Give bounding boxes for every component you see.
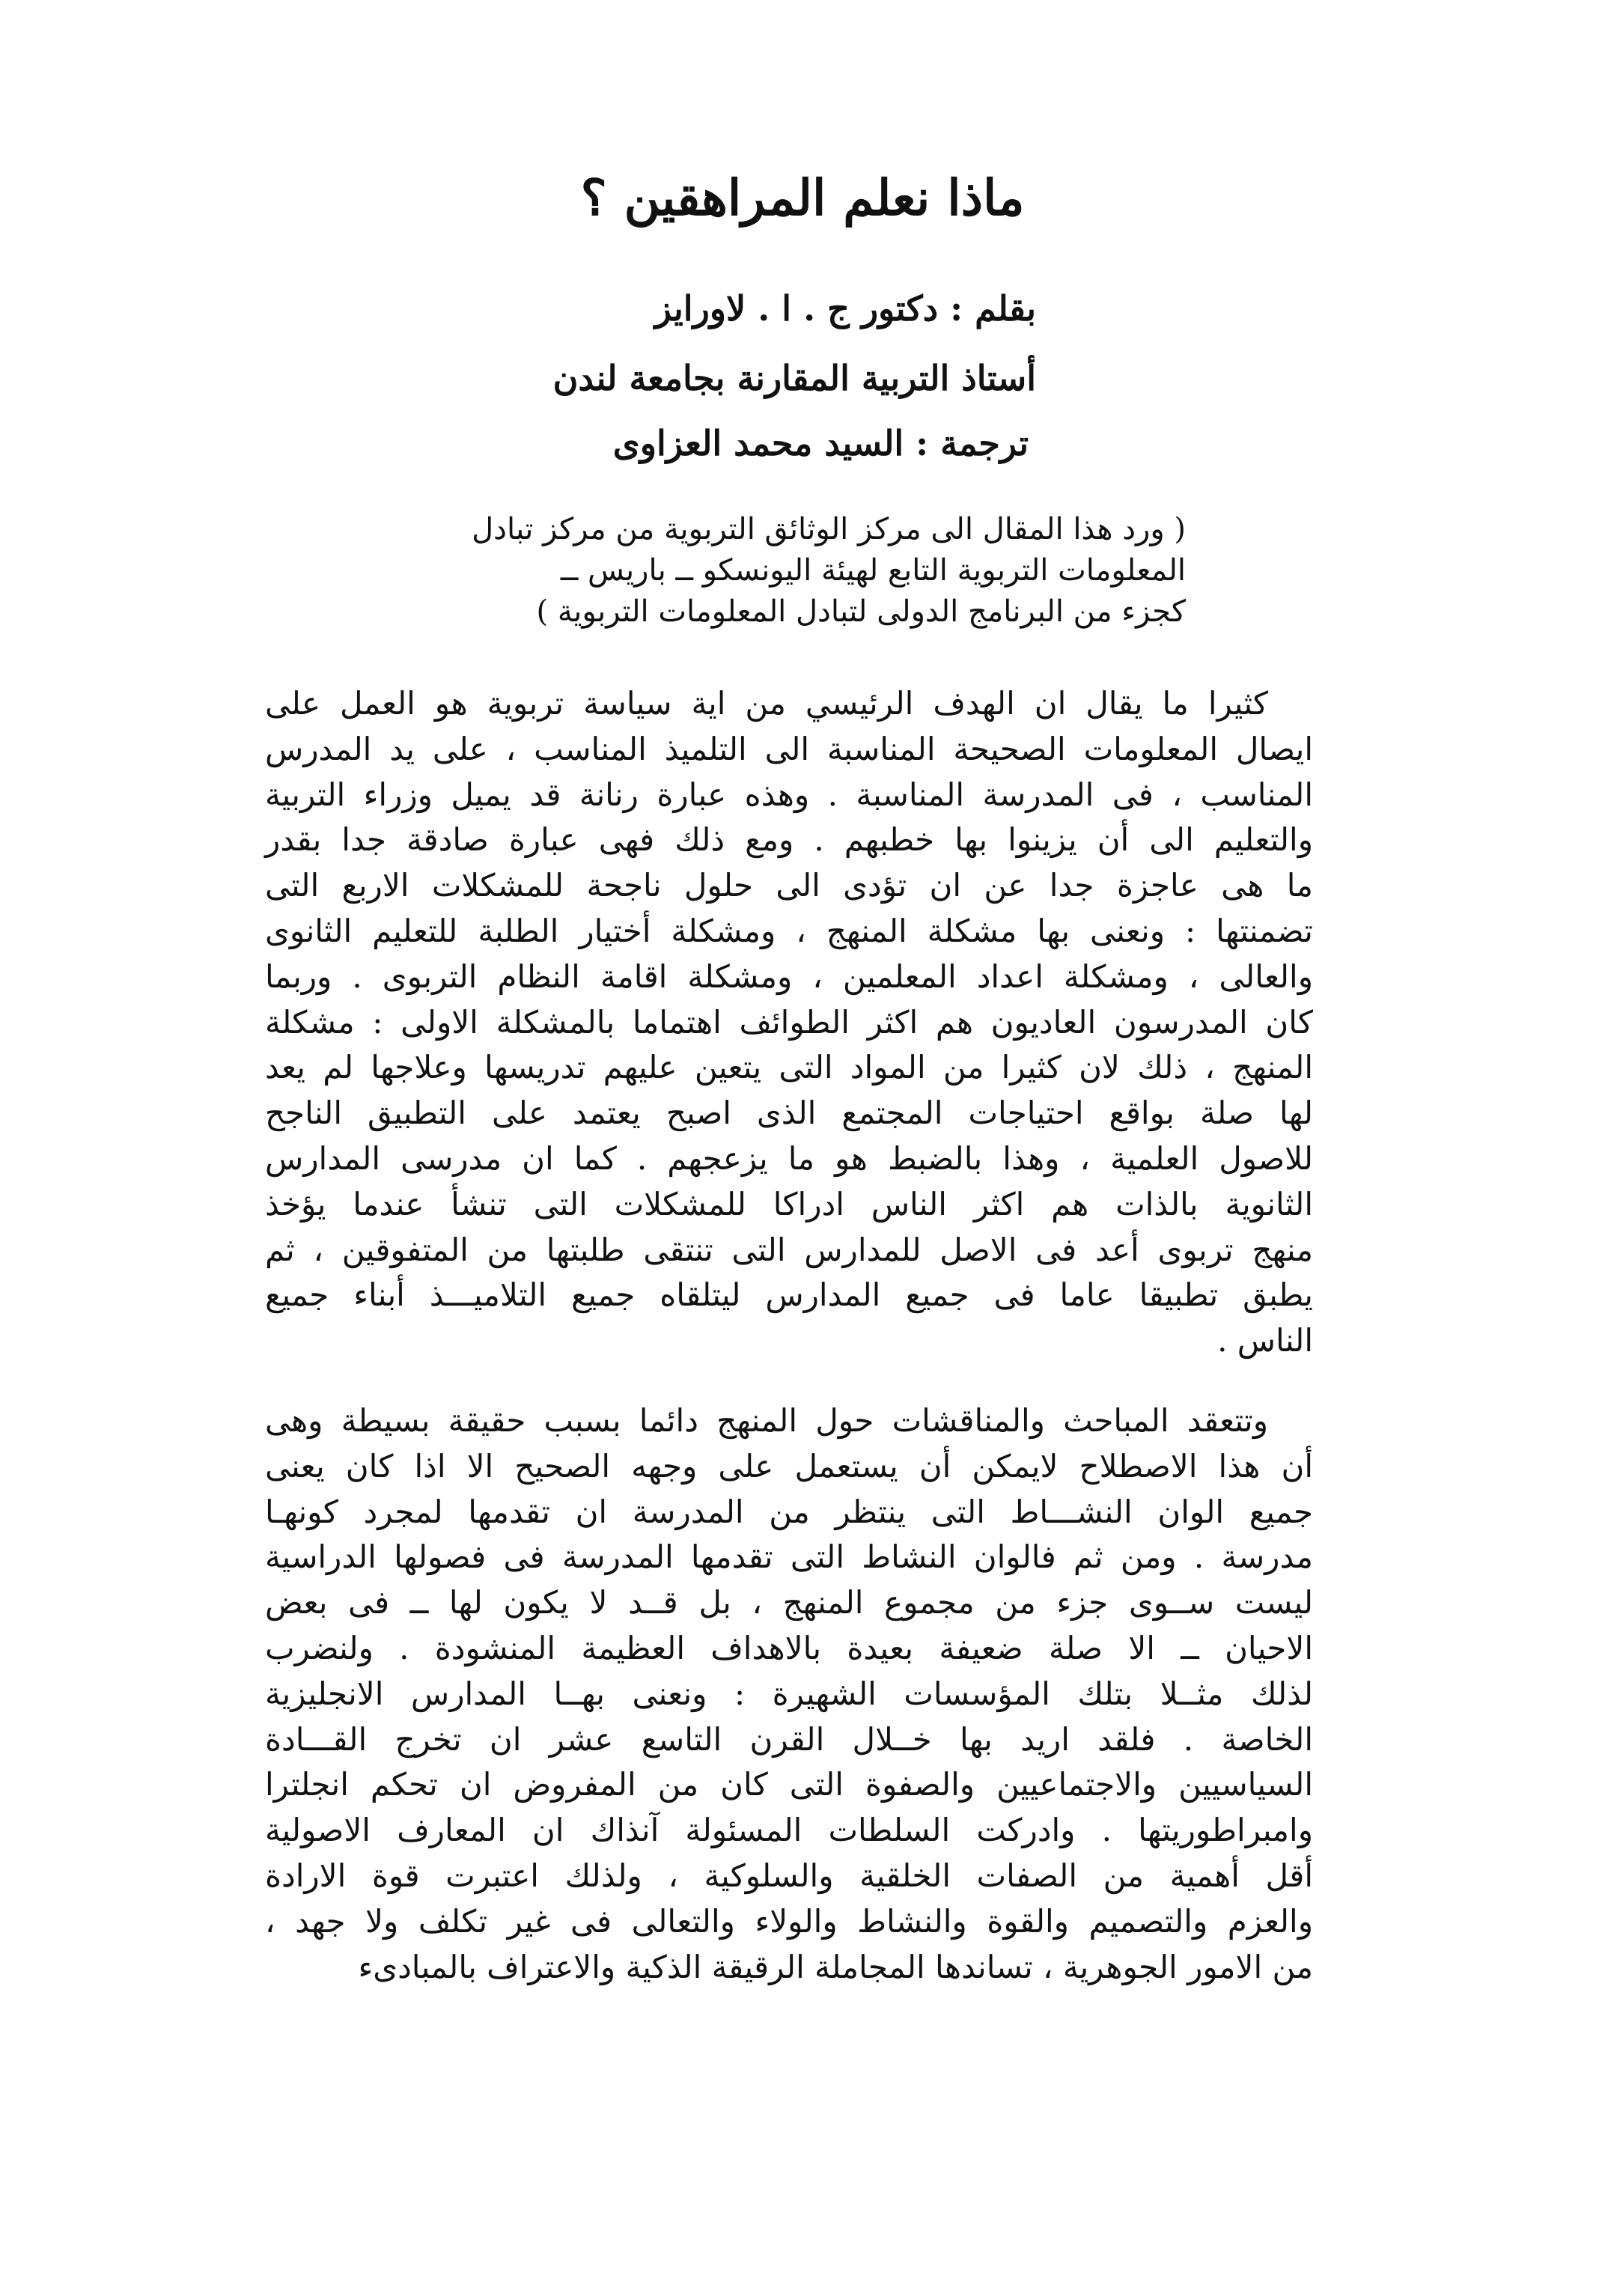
text-line: والعالى ، ومشكلة اعداد المعلمين ، ومشكلة اقامة النظام التربوى . وربما (265, 957, 1313, 995)
note-line: ( ورد هذا المقال الى مركز الوثائق التربوية من مركز تبادل (472, 512, 1186, 546)
text-line: والعزم والتصميم والقوة والنشاط والولاء والتعالى فى غير تكلف ولا جهد ، (265, 1902, 1313, 1940)
text-line: ما هى عاجزة جدا عن ان تؤدى الى حلول ناجحة للمشكلات الاربع التى (265, 867, 1313, 904)
note-line: المعلومات التربوية التابع لهيئة اليونسكو ــ باريس ــ (560, 553, 1186, 588)
text-line: وامبراطوريتها . وادركت السلطات المسئولة آنذاك ان المعارف الاصولية (265, 1812, 1313, 1849)
article-title: ماذا نعلم المراهقين ؟ (580, 168, 1025, 227)
text-line: ليست ســوى جزء من مجموع المنهج ، بل قــد لا يكون لها ــ فى بعض (265, 1584, 1313, 1621)
text-line: المنهج ، ذلك لان كثيرا من المواد التى يتعين عليهم تدريسها وعلاجها لم يعد (265, 1049, 1313, 1086)
text-line: من الامور الجوهرية ، تساندها المجاملة الرقيقة الذكية والاعتراف بالمبادىء (358, 1948, 1313, 1985)
text-line: لذلك مثــلا بتلك المؤسسات الشهيرة : ونعنى بهــا المدارس الانجليزية (265, 1675, 1313, 1712)
translator-line: ترجمة : السيد محمد العزاوى (612, 423, 1029, 463)
text-line: للاصول العلمية ، وهذا بالضبط هو ما يزعجهم . كما ان مدرسى المدارس (265, 1139, 1313, 1177)
text-line: يطبق تطبيقا عاما فى جميع المدارس ليتلقاه جميع التلاميـــذ أبناء جميع (265, 1276, 1313, 1314)
text-line: تضمنتها : ونعنى بها مشكلة المنهج ، ومشكلة أختيار الطلبة للتعليم الثانوى (265, 912, 1313, 949)
text-line: وتتعقد المباحث والمناقشات حول المنهج دائما بسبب حقيقة بسيطة وهى (265, 1401, 1268, 1439)
paragraph-1 (265, 681, 1313, 1364)
source-note (400, 509, 1186, 633)
text-line: الثانوية بالذات هم اكثر الناس ادراكا للمشكلات التى تنشأ عندما يؤخذ (265, 1185, 1313, 1222)
text-line: منهج تربوى أعد فى الاصل للمدارس التى تنتقى طلبتها من المتفوقين ، ثم (265, 1231, 1313, 1268)
text-line: لها صلة بواقع احتياجات المجتمع الذى اصبح يعتمد على التطبيق الناجح (265, 1094, 1313, 1132)
text-line: مدرسة . ومن ثم فالوان النشاط التى تقدمها المدرسة فى فصولها الدراسية (265, 1538, 1313, 1576)
text-line: أن هذا الاصطلاح لايمكن أن يستعمل على وجهه الصحيح الا اذا كان يعنى (265, 1447, 1313, 1485)
text-line: أقل أهمية من الصفات الخلقية والسلوكية ، ولذلك اعتبرت قوة الارادة (265, 1857, 1313, 1894)
text-line: الخاصة . فلقد اريد بها خــلال القرن التاسع عشر ان تخرج القـــادة (265, 1720, 1313, 1758)
text-line: كان المدرسون العاديون هم اكثر الطوائف اهتماما بالمشكلة الاولى : مشكلة (265, 1003, 1313, 1041)
text-line: الناس . (1217, 1322, 1313, 1359)
article-body (265, 681, 1313, 1990)
paragraph-2 (265, 1398, 1313, 1990)
text-line: الاحيان ــ الا صلة ضعيفة بعيدة بالاهداف العظيمة المنشودة . ولنضرب (265, 1629, 1313, 1666)
text-line: المناسب ، فى المدرسة المناسبة . وهذه عبارة رنانة قد يميل وزراء التربية (265, 776, 1313, 813)
note-line: كجزء من البرنامج الدولى لتبادل المعلومات التربوية ) (536, 594, 1186, 629)
author-line: بقلم : دكتور ج . ا . لاورايز (654, 288, 1036, 329)
text-line: ايصال المعلومات الصحيحة المناسبة الى التلميذ المناسب ، على يد المدرس (265, 730, 1313, 767)
text-line: جميع الوان النشـــاط التى ينتظر من المدرسة ان تقدمها لمجرد كونهـا (265, 1493, 1313, 1530)
text-line: والتعليم الى أن يزينوا بها خطبهم . ومع ذلك فهى عبارة صادقة جدا بقدر (265, 821, 1314, 859)
author-position: أستاذ التربية المقارنة بجامعة لندن (552, 358, 1036, 398)
text-line: كثيرا ما يقال ان الهدف الرئيسي من اية سياسة تربوية هو العمل على (265, 685, 1268, 722)
text-line: السياسيين والاجتماعيين والصفوة التى كان من المفروض ان تحكم انجلترا (265, 1766, 1313, 1803)
